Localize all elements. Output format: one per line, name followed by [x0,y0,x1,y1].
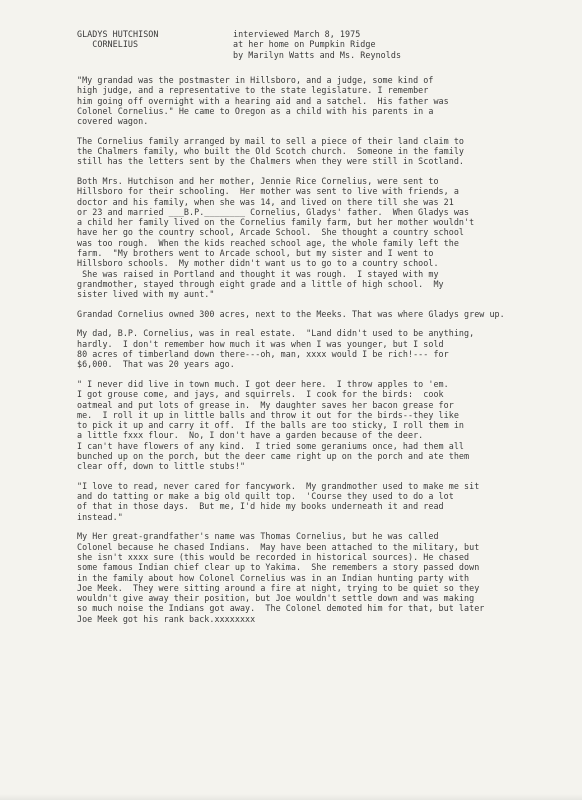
text-line: high judge, and a representative to the state legislature. I remember [77,85,429,96]
paragraph [77,531,577,624]
paragraph [77,176,577,300]
paragraph [77,481,577,522]
text-line: " I never did live in town much. I got deer here. I throw apples to 'em. [77,378,449,389]
header-name-line: CORNELIUS [77,39,139,50]
text-line: me. I roll it up in little balls and throw it out for the birds--they like [77,409,459,420]
text-line: so much noise the Indians got away. The Colonel demoted him for that, but later [77,603,485,614]
header-name-line: GLADYS HUTCHISON [77,29,159,39]
paragraph [77,379,577,472]
text-line: Both Mrs. Hutchison and her mother, Jennie Rice Cornelius, were sent to [77,175,439,186]
text-line: The Cornelius family arranged by mail to sell a piece of their land claim to [77,135,465,146]
text-line: She was raised in Portland and thought it was rough. I stayed with my [77,268,439,279]
text-line: 80 acres of timberland down there---oh, man, xxxx would I be rich!--- for [77,349,449,360]
text-line: instead." [77,511,123,522]
text-line: farm. "My brothers went to Arcade school, but my sister and I went to [77,248,434,259]
text-line: Joe Meek. They were sitting around a fire at night, trying to be quiet so they [77,582,480,593]
text-line: oatmeal and put lots of grease in. My daughter saves her bacon grease for [77,399,454,410]
text-line: Grandad Cornelius owned 300 acres, next to the Meeks. That was where Gladys grew up. [77,308,505,319]
interviewers: by Marilyn Watts and Ms. Reynolds [233,49,402,60]
text-line: wouldn't give away their position, but Joe wouldn't settle down and was making [77,593,475,604]
text-line: My Her great-grandfather's name was Thomas Cornelius, but he was called [77,531,439,542]
text-line: My dad, B.P. Cornelius, was in real estate. "Land didn't used to be anything, [77,328,475,339]
text-line: to pick it up and carry it off. If the balls are too sticky, I roll them in [77,420,465,431]
text-line: I got grouse come, and jays, and squirrels. I cook for the birds: cook [77,389,444,400]
text-line: hardly. I don't remember how much it was when I was younger, but I sold [77,338,444,349]
text-line: I can't have flowers of any kind. I tried some geraniums once, had them all [77,440,465,451]
text-line: a child her family lived on the Cornelius family farm, but her mother wouldn't [77,217,475,228]
text-line: Colonel because he chased Indians. May have been attached to the military, but [77,541,480,552]
paragraph [77,75,577,126]
text-line: clear off, down to little stubs!" [77,461,246,472]
text-line: him going off overnight with a hearing aid and a satchel. His father was [77,95,449,106]
interview-location: at her home on Pumpkin Ridge [233,39,376,50]
text-line: Hillsboro for their schooling. Her mother was sent to live with friends, a [77,186,459,197]
text-line: grandmother, stayed through eight grade and a little of high school. My [77,278,444,289]
text-line: of that in those days. But me, I'd hide my books underneath it and read [77,501,444,512]
paragraph [77,309,577,319]
text-line: "I love to read, never cared for fancywork. My grandmother used to make me sit [77,480,480,491]
interview-details [233,29,553,60]
text-line: in the family about how Colonel Cornelius was in an Indian hunting party with [77,572,470,583]
text-line: bunched up on the porch, but the deer came right up on the porch and ate them [77,450,470,461]
text-line: "My grandad was the postmaster in Hillsboro, and a judge, some kind of [77,75,434,85]
interviewee-name [77,29,217,50]
transcript-body [77,75,577,633]
paragraph [77,136,577,167]
text-line: covered wagon. [77,116,149,127]
text-line: doctor and his family, when she was 14, and lived on there till she was 21 [77,196,454,207]
interview-date: interviewed March 8, 1975 [233,29,361,39]
page-edge-shadow [0,794,582,800]
text-line: still has the letters sent by the Chalmers when they were still in Scotland. [77,156,465,167]
text-line: $6,000. That was 20 years ago. [77,359,235,370]
paragraph [77,328,577,369]
text-line: some famous Indian chief clear up to Yakima. She remembers a story passed down [77,562,480,573]
text-line: Colonel Cornelius." He came to Oregon as a child with his parents in a [77,105,434,116]
text-line: she isn't xxxx sure (this would be recorded in historical sources). He chased [77,551,470,562]
text-line: Joe Meek got his rank back.xxxxxxxx [77,613,256,624]
text-line: or 23 and married ___B.P.________ Cornelius, Gladys' father. When Gladys was [77,206,470,217]
text-line: have her go the country school, Arcade School. She thought a country school [77,227,465,238]
text-line: Hillsboro schools. My mother didn't want us to go to a country school. [77,258,439,269]
text-line: sister lived with my aunt." [77,289,215,300]
text-line: and do tatting or make a big old quilt top. 'Course they used to do a lot [77,491,454,502]
text-line: a little fxxx flour. No, I don't have a garden because of the deer. [77,430,424,441]
text-line: the Chalmers family, who built the Old Scotch church. Someone in the family [77,146,465,157]
text-line: was too rough. When the kids reached school age, the whole family left the [77,237,459,248]
